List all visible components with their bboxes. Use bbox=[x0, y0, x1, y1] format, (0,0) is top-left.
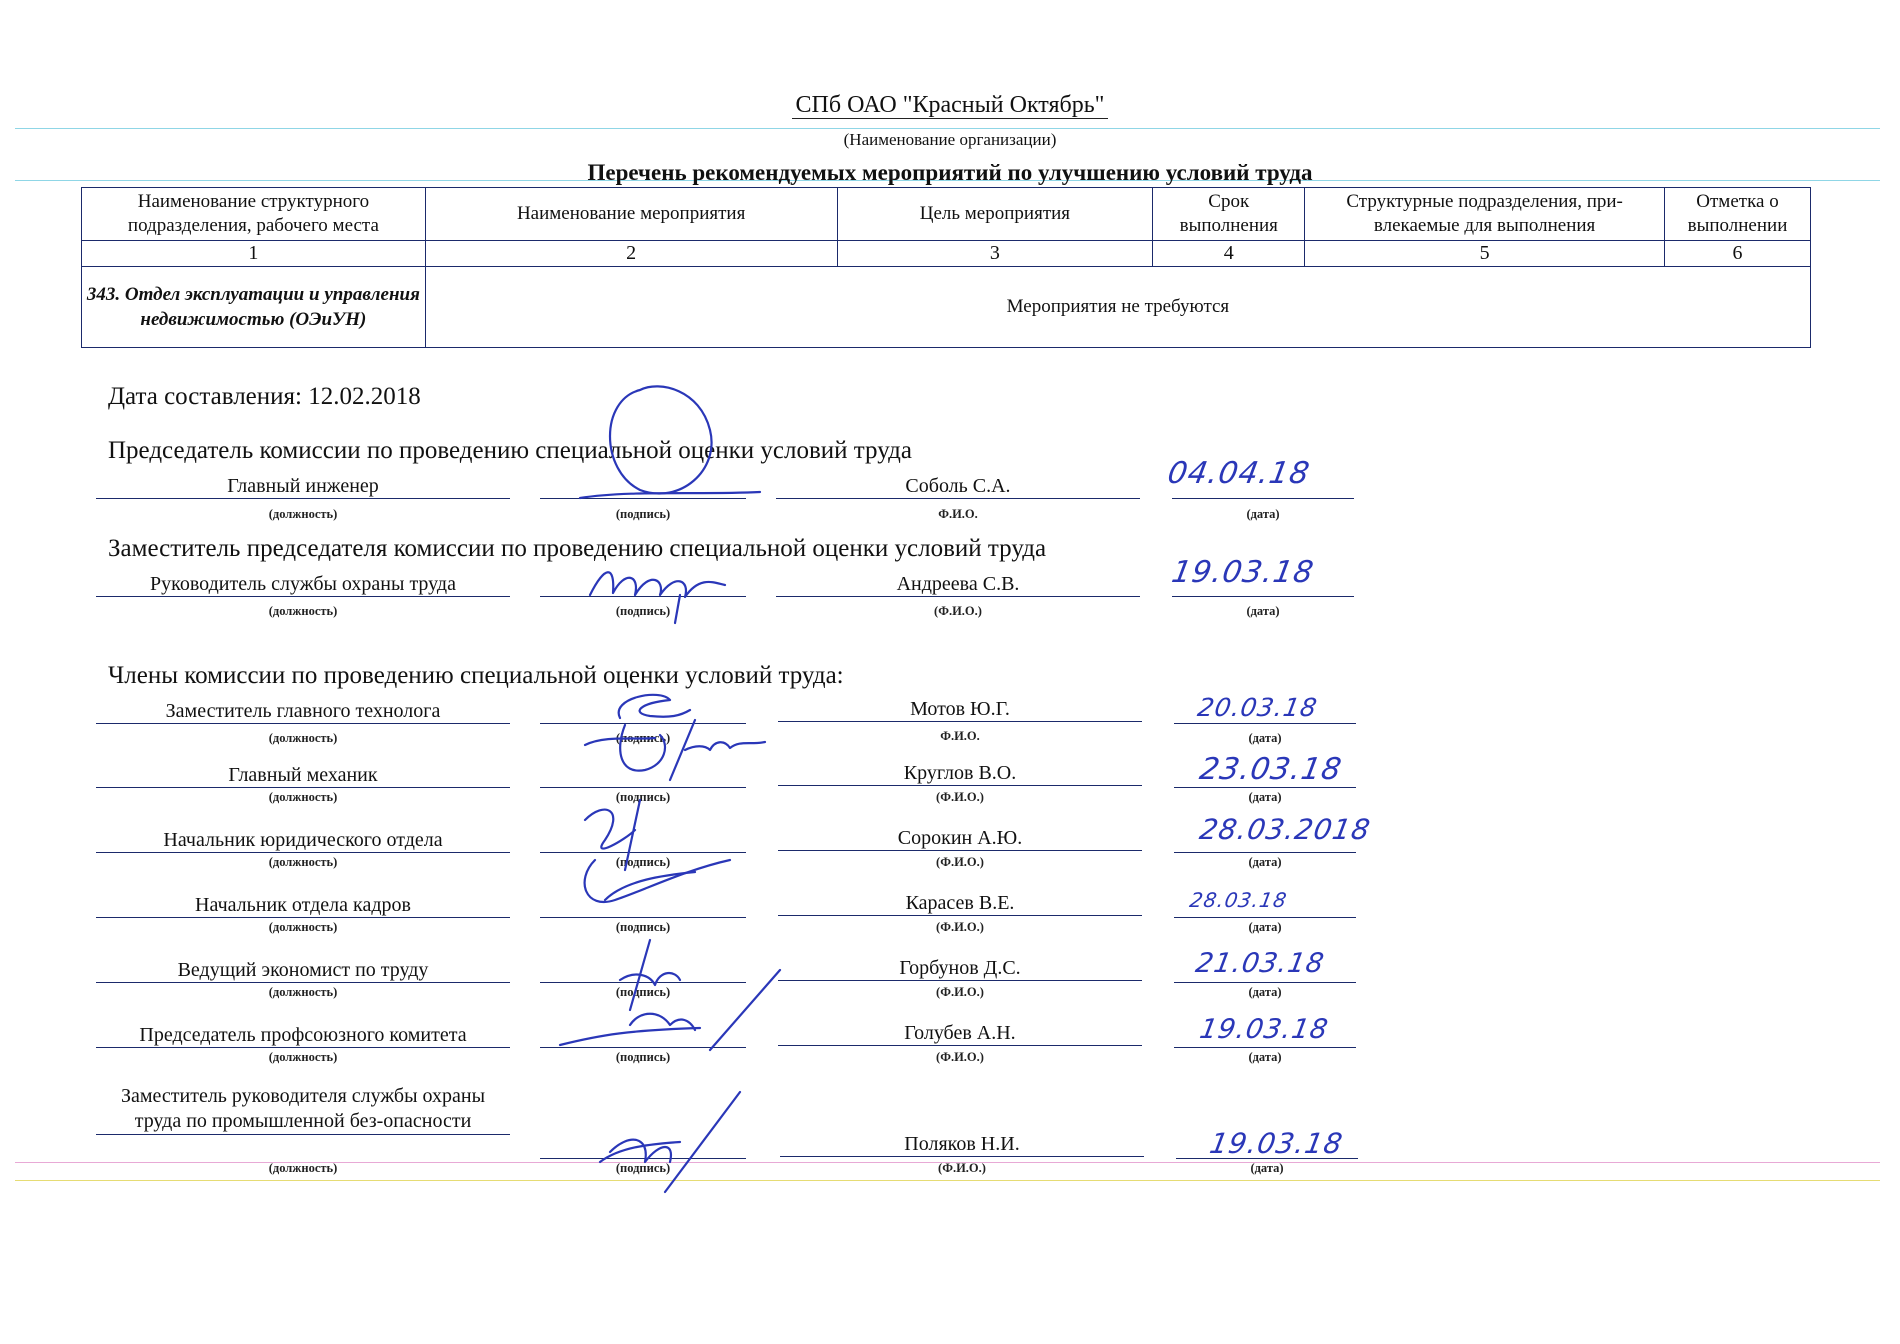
member-position: Председатель профсоюзного комитета bbox=[96, 1023, 510, 1048]
column-number: 3 bbox=[837, 241, 1153, 267]
member-position: Начальник отдела кадров bbox=[96, 893, 510, 918]
measures-table bbox=[81, 187, 1811, 348]
member-name: Горбунов Д.С. bbox=[778, 956, 1142, 981]
organization-caption: (Наименование организации) bbox=[843, 130, 1057, 149]
member-signature bbox=[560, 940, 790, 1060]
date-caption: (дата) bbox=[1248, 790, 1282, 804]
deputy-date-handwritten: 19.03.18 bbox=[1168, 555, 1317, 590]
position-caption: (должность) bbox=[268, 604, 338, 618]
table-row bbox=[82, 267, 1811, 348]
column-number-row bbox=[82, 241, 1811, 267]
signature-caption: (подпись) bbox=[615, 1161, 671, 1175]
fio-caption: (Ф.И.О.) bbox=[936, 1050, 984, 1064]
fio-caption: Ф.И.О. bbox=[940, 729, 980, 743]
date-caption: (дата) bbox=[1248, 920, 1282, 934]
members-heading: Члены комиссии по проведению специальной оценки условий труда: bbox=[108, 662, 844, 689]
member-name: Круглов В.О. bbox=[778, 761, 1142, 786]
position-caption: (должность) bbox=[268, 920, 338, 934]
member-position: Ведущий экономист по труду bbox=[96, 958, 510, 983]
deputy-heading: Заместитель председателя комиссии по проведению специальной оценки условий труда bbox=[108, 535, 1047, 562]
member-date-handwritten: 19.03.18 bbox=[1197, 1014, 1331, 1045]
signature-caption: (подпись) bbox=[615, 855, 671, 869]
signature-caption: (подпись) bbox=[615, 731, 671, 745]
fio-caption: (Ф.И.О.) bbox=[936, 920, 984, 934]
member-position: Начальник юридического отдела bbox=[96, 828, 510, 853]
position-caption: (должность) bbox=[268, 731, 338, 745]
member-date-handwritten: 28.03.2018 bbox=[1197, 813, 1374, 846]
member-date-handwritten: 28.03.18 bbox=[1187, 888, 1290, 912]
member-date-handwritten: 19.03.18 bbox=[1207, 1127, 1346, 1160]
position-caption: (должность) bbox=[268, 1161, 338, 1175]
position-caption: (должность) bbox=[268, 985, 338, 999]
chairman-heading: Председатель комиссии по проведению специальной оценки условий труда bbox=[108, 437, 912, 464]
signature-caption: (подпись) bbox=[615, 920, 671, 934]
header-cell: Отметка о выполнении bbox=[1665, 188, 1811, 241]
date-caption: (дата) bbox=[1248, 731, 1282, 745]
member-signature bbox=[590, 1092, 750, 1202]
signature-caption: (подпись) bbox=[615, 1050, 671, 1064]
deputy-position: Руководитель службы охраны труда bbox=[96, 572, 510, 597]
column-number: 6 bbox=[1665, 241, 1811, 267]
column-number: 5 bbox=[1305, 241, 1665, 267]
member-name: Поляков Н.И. bbox=[780, 1132, 1144, 1157]
organization-name: СПб ОАО "Красный Октябрь" bbox=[0, 92, 1900, 119]
signature-caption: (подпись) bbox=[615, 604, 671, 618]
date-caption: (дата) bbox=[1248, 1050, 1282, 1064]
department-cell: 343. Отдел эксплуатации и управления недвижимостью (ОЭиУН) bbox=[82, 267, 426, 348]
member-position: Заместитель руководителя службы охраны труда по промышленной без-опасности bbox=[96, 1084, 510, 1135]
chairman-signature bbox=[580, 380, 770, 510]
column-number: 1 bbox=[82, 241, 426, 267]
date-caption: (дата) bbox=[1246, 507, 1280, 521]
position-caption: (должность) bbox=[268, 790, 338, 804]
fio-caption: Ф.И.О. bbox=[938, 507, 978, 521]
date-caption: (дата) bbox=[1248, 855, 1282, 869]
scan-line bbox=[15, 128, 1880, 129]
date-caption: (дата) bbox=[1246, 604, 1280, 618]
signature-caption: (подпись) bbox=[615, 790, 671, 804]
document-title: Перечень рекомендуемых мероприятий по улучшению условий труда bbox=[587, 160, 1313, 185]
member-name: Мотов Ю.Г. bbox=[778, 697, 1142, 722]
fio-caption: (Ф.И.О.) bbox=[936, 855, 984, 869]
header-cell: Цель мероприятия bbox=[837, 188, 1153, 241]
member-date-handwritten: 21.03.18 bbox=[1193, 948, 1327, 979]
fio-caption: (Ф.И.О.) bbox=[938, 1161, 986, 1175]
position-caption: (должность) bbox=[268, 855, 338, 869]
position-caption: (должность) bbox=[268, 507, 338, 521]
deputy-name: Андреева С.В. bbox=[776, 572, 1140, 597]
header-cell: Наименование мероприятия bbox=[425, 188, 837, 241]
measure-cell: Мероприятия не требуются bbox=[425, 267, 1810, 348]
member-name: Сорокин А.Ю. bbox=[778, 826, 1142, 851]
fio-caption: (Ф.И.О.) bbox=[936, 985, 984, 999]
header-cell: Структурные подразделения, при-влекаемые для выполнения bbox=[1305, 188, 1665, 241]
date-compiled: Дата составления: 12.02.2018 bbox=[108, 383, 421, 410]
fio-caption: (Ф.И.О.) bbox=[936, 790, 984, 804]
member-position: Главный механик bbox=[96, 763, 510, 788]
signature-caption: (подпись) bbox=[615, 985, 671, 999]
chairman-date-handwritten: 04.04.18 bbox=[1164, 456, 1313, 491]
position-caption: (должность) bbox=[268, 1050, 338, 1064]
member-position: Заместитель главного технолога bbox=[96, 699, 510, 724]
date-caption: (дата) bbox=[1250, 1161, 1284, 1175]
deputy-signature bbox=[585, 555, 745, 625]
member-name: Карасев В.Е. bbox=[778, 891, 1142, 916]
member-name: Голубев А.Н. bbox=[778, 1021, 1142, 1046]
date-caption: (дата) bbox=[1248, 985, 1282, 999]
chairman-position: Главный инженер bbox=[96, 474, 510, 499]
column-number: 2 bbox=[425, 241, 837, 267]
table-header-row bbox=[82, 188, 1811, 241]
header-cell: Срок выполнения bbox=[1153, 188, 1305, 241]
chairman-name: Соболь С.А. bbox=[776, 474, 1140, 499]
member-signature bbox=[575, 720, 805, 790]
header-cell: Наименование структурного подразделения, рабочего места bbox=[82, 188, 426, 241]
column-number: 4 bbox=[1153, 241, 1305, 267]
member-date-handwritten: 23.03.18 bbox=[1196, 752, 1345, 787]
scan-line bbox=[15, 1180, 1880, 1181]
signature-caption: (подпись) bbox=[615, 507, 671, 521]
member-signature bbox=[565, 800, 735, 920]
fio-caption: (Ф.И.О.) bbox=[934, 604, 982, 618]
member-date-handwritten: 20.03.18 bbox=[1195, 693, 1320, 722]
